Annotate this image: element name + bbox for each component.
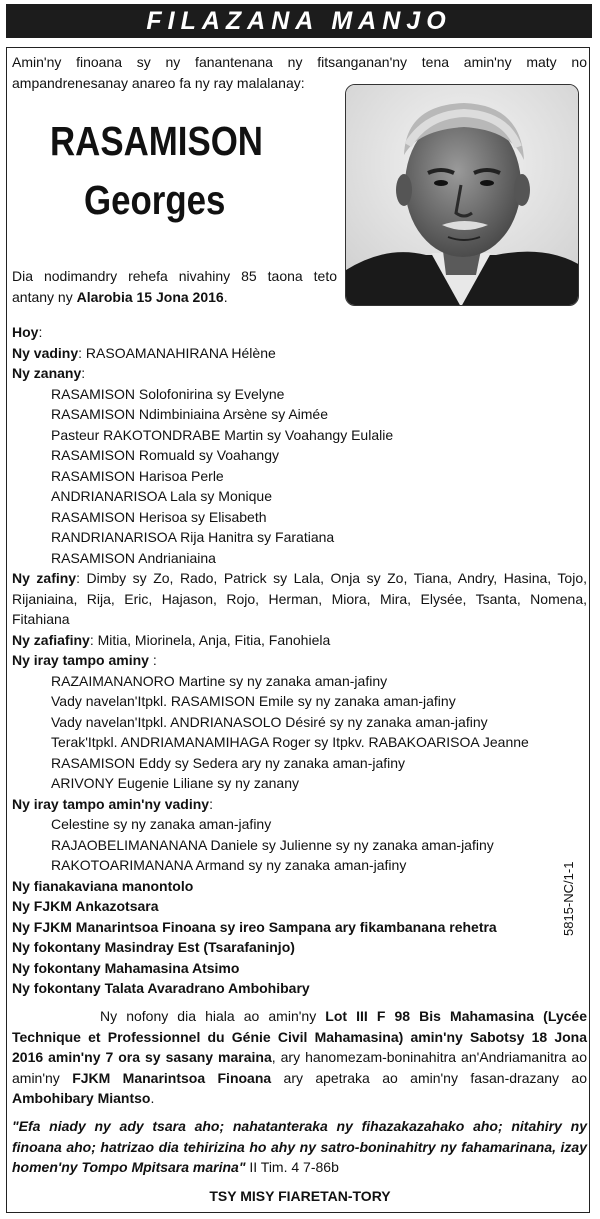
siblings-label: Ny iray tampo aminy :: [12, 652, 157, 668]
bible-quote: "Efa niady ny ady tsara aho; nahatanteraka ny fihazakazahako aho; nitahiry ny finoana aho; hatrizao dia tehirizina ho ahy ny satro-boninahitry ny fahamarinana, izay homen'ny Tompo Mpitsara marina" II Tim. 4 7-86b: [12, 1118, 587, 1175]
group-item: Ny fokontany Mahamasina Atsimo: [12, 959, 240, 976]
child-item: RANDRIANARISOA Rija Hanitra sy Faratiana: [51, 529, 335, 545]
group-item: Ny fokontany Talata Avaradrano Ambohibary: [12, 980, 310, 996]
spouse-line: Ny vadiny: RASOAMANAHIRANA Hélène: [12, 344, 276, 361]
funeral-details: Ny nofony dia hiala ao amin'ny Lot III F 98 Bis Mahamasina (Lycée Technique et Professionnel du Génie Civil Mahamasina) amin'ny Sabotsy 18 Jona 2016 amin'ny 7 ora sy sasany maraina, ary hanomezam-boninahitra an'Andriamanitra ao amin'ny FJKM Manarintsoa Finoana ary apetraka ao amin'ny fasan-drazany ao Ambohibary Miantso.: [12, 1008, 587, 1106]
group-item: Ny fianakaviana manontolo: [12, 877, 194, 894]
group-item: Ny FJKM Manarintsoa Finoana sy ireo Sampana ary fikambanana rehetra: [12, 918, 497, 935]
group-item: Ny fokontany Masindray Est (Tsarafaninjo): [12, 939, 295, 955]
closing-note: TSY MISY FIARETAN-TORY: [209, 1188, 391, 1204]
spouse-sibling-item: RAJAOBELIMANANANA Daniele sy Julienne sy ny zanaka aman-jafiny: [51, 836, 494, 853]
intro-text: Amin'ny finoana sy ny fanantenana ny fitsanganan'ny tena amin'ny maty no ampandrenesanay anareo fa ny ray malalanay:: [12, 54, 587, 91]
sibling-item: Terak'Itpkl. ANDRIAMANAMIHAGA Roger sy Itpkv. RABAKOARISOA Jeanne: [51, 734, 529, 750]
spouse-sibling-item: Celestine sy ny zanaka aman-jafiny: [51, 816, 272, 832]
child-item: RASAMISON Harisoa Perle: [51, 467, 224, 484]
child-item: Pasteur RAKOTONDRABE Martin sy Voahangy Eulalie: [51, 426, 394, 443]
grandchildren-line: Ny zafiny: Dimby sy Zo, Rado, Patrick sy Lala, Onja sy Zo, Tiana, Andry, Hasina, Tojo, Rijaniaina, Rija, Eric, Hajason, Rojo, Herman, Miora, Mira, Elysée, Tsanta, Nomena, Fitahiana: [12, 570, 587, 627]
sibling-item: RAZAIMANANORO Martine sy ny zanaka aman-jafiny: [51, 672, 388, 689]
child-item: RASAMISON Andrianiaina: [51, 549, 216, 566]
header-title: FILAZANA MANJO: [6, 4, 592, 38]
sibling-item: ARIVONY Eugenie Liliane sy ny zanany: [51, 775, 299, 791]
death-announcement: Dia nodimandry rehefa nivahiny 85 taona teto antany ny Alarobia 15 Jona 2016.: [12, 268, 337, 305]
reference-code: 5815-NC/1-1: [561, 861, 576, 936]
family-list: [12, 322, 587, 999]
children-label: Ny zanany:: [12, 365, 86, 381]
hoy-label: Hoy:: [12, 324, 43, 340]
sibling-item: Vady navelan'Itpkl. RASAMISON Emile sy ny zanaka aman-jafiny: [51, 693, 456, 709]
great-grandchildren-line: Ny zafiafiny: Mitia, Miorinela, Anja, Fitia, Fanohiela: [12, 631, 331, 648]
portrait-image: [346, 85, 579, 306]
spouse-sibling-item: RAKOTOARIMANANA Armand sy ny zanaka aman-jafiny: [51, 857, 407, 873]
child-item: RASAMISON Romuald sy Voahangy: [51, 447, 279, 463]
spouse-siblings-label: Ny iray tampo amin'ny vadiny:: [12, 795, 213, 812]
sibling-item: RASAMISON Eddy sy Sedera ary ny zanaka aman-jafiny: [51, 754, 406, 771]
child-item: RASAMISON Solofonirina sy Evelyne: [51, 385, 285, 402]
deceased-portrait: [345, 84, 579, 306]
deceased-last-name: RASAMISON: [50, 118, 263, 164]
child-item: RASAMISON Herisoa sy Elisabeth: [51, 508, 267, 525]
death-date: Alarobia 15 Jona 2016: [76, 288, 224, 305]
sibling-item: Vady navelan'Itpkl. ANDRIANASOLO Désiré sy ny zanaka aman-jafiny: [51, 713, 488, 730]
child-item: RASAMISON Ndimbiniaina Arsène sy Aimée: [51, 406, 328, 422]
child-item: ANDRIANARISOA Lala sy Monique: [51, 488, 272, 504]
deceased-first-name: Georges: [84, 177, 226, 223]
group-item: Ny FJKM Ankazotsara: [12, 898, 159, 914]
